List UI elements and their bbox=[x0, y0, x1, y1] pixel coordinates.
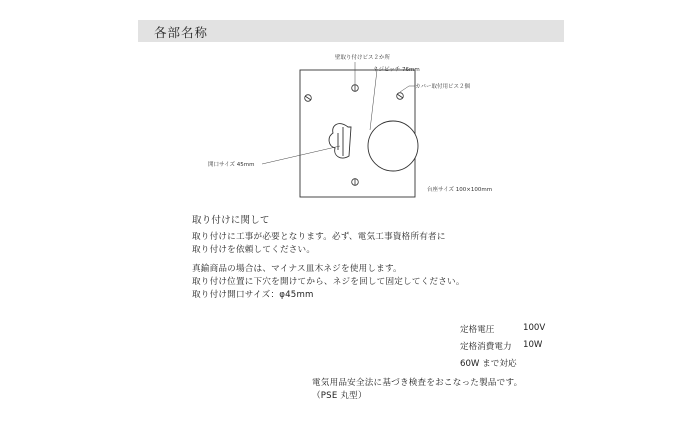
spec-power-label: 定格消費電力 bbox=[460, 342, 512, 352]
bulb-globe bbox=[368, 121, 418, 171]
install-line-2: 取り付けを依頼してください。 bbox=[192, 245, 316, 255]
install-line-1: 取り付けに工事が必要となります。必ず、電気工事資格所有者に bbox=[192, 232, 446, 242]
pse-notice-line-2: （PSE 丸型） bbox=[312, 391, 367, 401]
section-title: 各部名称 bbox=[154, 25, 209, 40]
install-line-3: 真鍮商品の場合は、マイナス皿木ネジを使用します。 bbox=[192, 264, 402, 274]
label-opening-size: 開口サイズ 45mm bbox=[208, 162, 255, 168]
install-line-4: 取り付け位置に下穴を開けてから、ネジを回して固定してください。 bbox=[192, 277, 465, 287]
pse-notice-line-1: 電気用品安全法に基づき検査をおこなった製品です。 bbox=[312, 378, 523, 388]
label-cover-screws: カバー取付用ビス２個 bbox=[415, 84, 471, 90]
label-wall-screws: 壁取り付けビス２か所 bbox=[335, 55, 391, 61]
spec-power-value: 10W bbox=[523, 340, 543, 350]
install-heading: 取り付けに関して bbox=[192, 215, 270, 226]
spec-voltage-value: 100V bbox=[523, 323, 546, 333]
label-screw-pitch: ネジピッチ 76mm bbox=[373, 67, 420, 73]
label-base-size: 台座サイズ 100×100mm bbox=[427, 187, 493, 193]
install-line-5: 取り付け開口サイズ：φ45mm bbox=[192, 290, 314, 300]
spec-voltage-label: 定格電圧 bbox=[460, 325, 495, 335]
spec-compat: 60W まで対応 bbox=[460, 359, 517, 369]
